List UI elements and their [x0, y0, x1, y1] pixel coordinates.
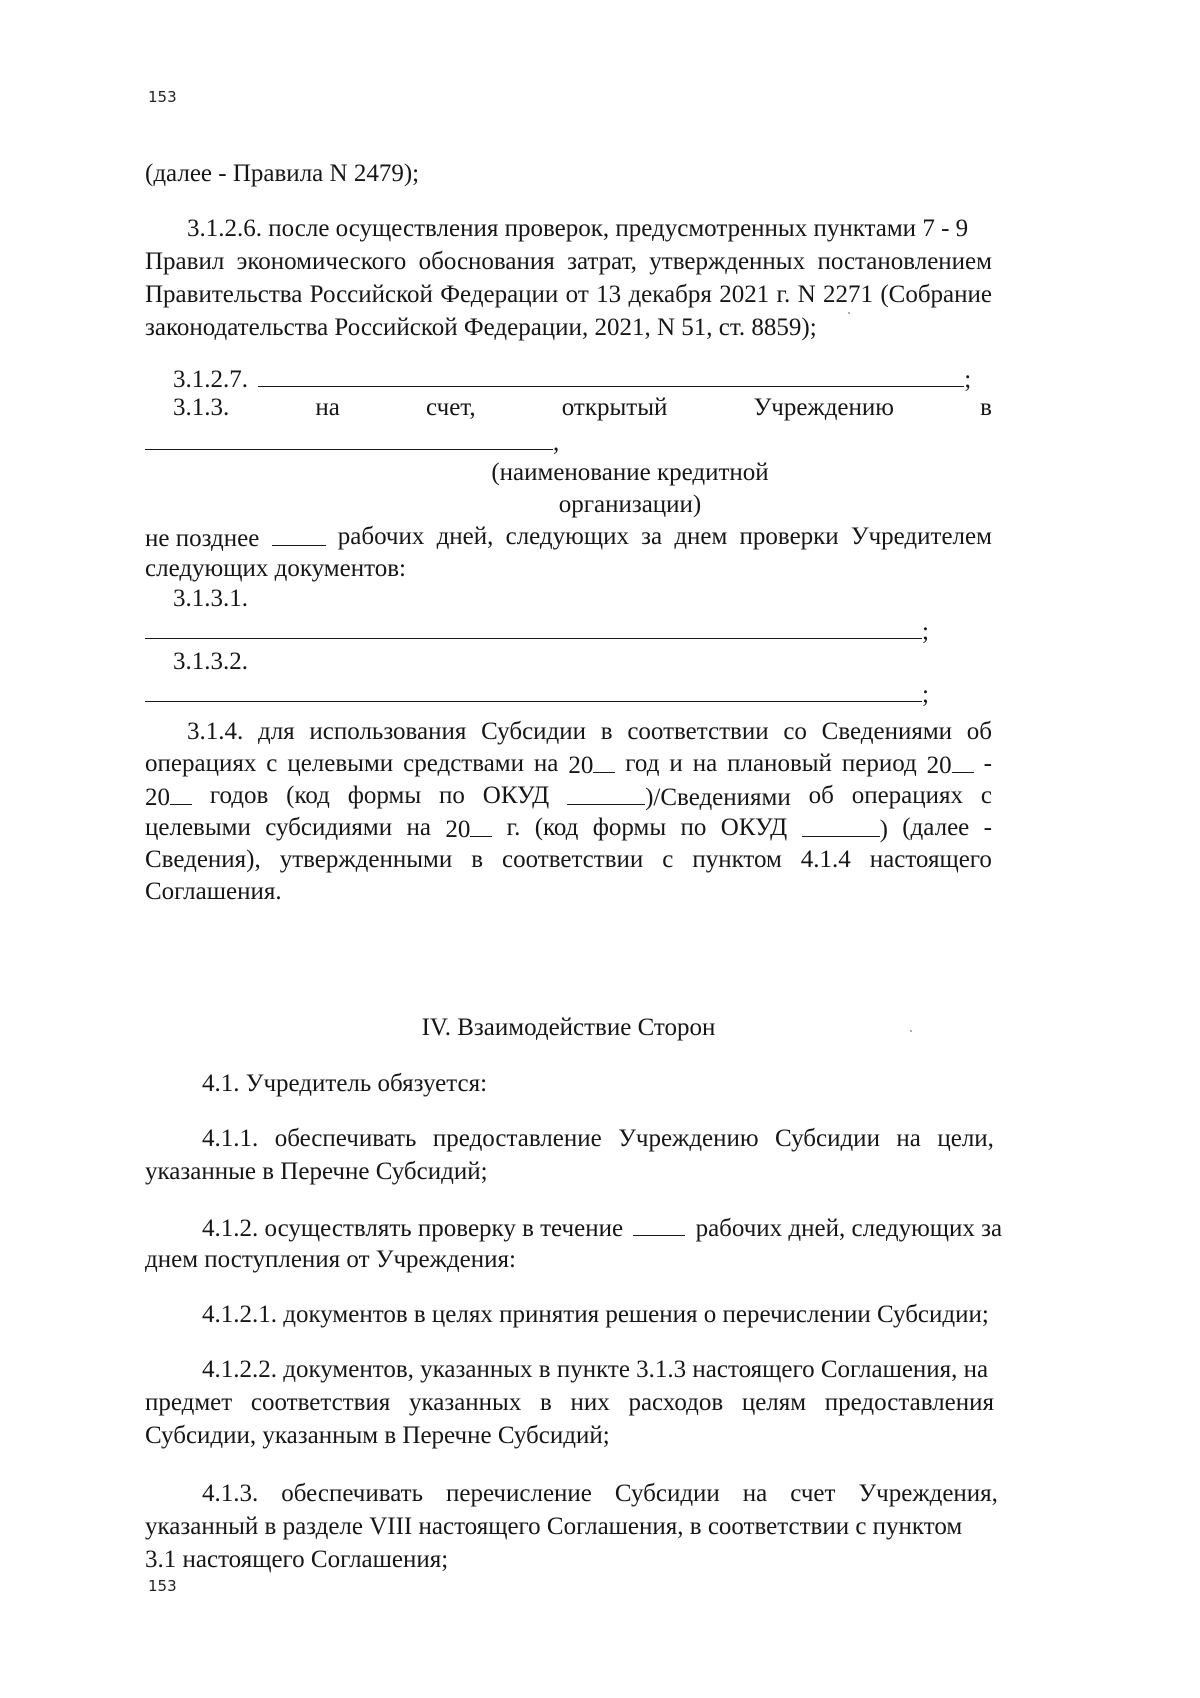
fill-in-blank [258, 362, 964, 387]
item-label: 3.1.2.7. [173, 366, 248, 393]
word: обеспечивать [281, 1480, 423, 1507]
word: следующих [505, 523, 629, 550]
scan-speck [910, 1030, 912, 1032]
word: обеспечивать [274, 1125, 417, 1152]
word: соответствия [250, 1389, 391, 1416]
word: утвержденными [279, 846, 453, 873]
caption-line-1: (наименование кредитной [491, 459, 769, 486]
word: 20 [445, 816, 471, 843]
paragraph-3-1-2-6-line-4: законодательства Российской Федерации, 2021, N 51, ст. 8859); [145, 314, 817, 341]
paragraph-3-1-2-7 [173, 362, 971, 396]
word: от [565, 281, 589, 308]
fill-in-blank [633, 1211, 685, 1236]
section-heading: IV. Взаимодействие Сторон [421, 1014, 716, 1041]
word: на [896, 1125, 921, 1152]
paragraph-4-1-2-2-line-2 [145, 1387, 994, 1419]
word: целевыми [145, 814, 251, 841]
word: утвержденных [649, 248, 806, 275]
word: годов [209, 782, 269, 809]
word: (Собрание [880, 281, 992, 308]
word: 2021 [719, 281, 770, 308]
caption-line-2: организации) [558, 491, 702, 518]
fill-in-blank [470, 812, 492, 837]
paragraph-4-1-3-line-2: указанный в разделе VIII настоящего Соглашения, в соответствии с пунктом [145, 1513, 963, 1540]
punctuation: ; [922, 681, 929, 708]
word: (далее [902, 814, 970, 841]
word: и [669, 750, 683, 777]
word: операциях [851, 782, 964, 809]
fill-in-blank [145, 614, 922, 639]
punctuation: ; [964, 366, 972, 393]
word: целевыми [287, 750, 394, 777]
paragraph-4-1-3-line-3: 3.1 настоящего Соглашения; [145, 1546, 449, 1573]
item-3-1-3-1-blank-line [145, 614, 929, 648]
word: ) [879, 816, 888, 843]
word: Правил [145, 248, 225, 275]
word: Сведениями [821, 718, 953, 745]
paragraph-3-1-4-line-2 [145, 748, 992, 782]
word: средствами [403, 750, 524, 777]
okud-code-with-blank [802, 812, 888, 846]
word: с [662, 846, 674, 873]
word: по [439, 782, 465, 809]
word: Субсидии [614, 1480, 720, 1507]
word: цели, [937, 1125, 994, 1152]
paragraph-3-1-4-line-4 [145, 812, 992, 846]
word: пунктом [692, 846, 782, 873]
year-with-blank [568, 748, 615, 782]
fill-in-blank [145, 677, 922, 702]
word: ОКУД [720, 814, 788, 841]
word: днем [674, 523, 728, 550]
word: расходов [628, 1389, 724, 1416]
word: с [266, 750, 278, 777]
word: затрат, [567, 248, 637, 275]
word: дней, [436, 523, 494, 550]
year-with-blank [145, 780, 192, 814]
word: перечисление [445, 1480, 592, 1507]
word: постановлением [817, 248, 992, 275]
word: )/Сведениями [645, 784, 791, 811]
word: 3.1.3. [173, 394, 230, 421]
paragraph-4-1-2-line-1 [202, 1211, 1002, 1245]
word: операциях [145, 750, 257, 777]
fill-in-blank [145, 425, 553, 450]
paragraph-4-1-2-line-2: днем поступления от Учреждения: [145, 1246, 516, 1273]
paragraph-4-1-2-2-line-1: 4.1.2.2. документов, указанных в пункте 3.1.3 настоящего Соглашения, на [202, 1356, 989, 1383]
word: на [742, 1480, 768, 1507]
word: об [808, 782, 834, 809]
word: Учредителем [850, 523, 992, 550]
page-number-top: 153 [148, 88, 177, 106]
paragraph-4-1: 4.1. Учредитель обязуется: [202, 1070, 488, 1097]
paragraph-3-1-4-line-6: Соглашения. [145, 878, 282, 905]
word: со [783, 718, 807, 745]
okud-code-with-blank [567, 780, 791, 814]
word: в [540, 1389, 552, 1416]
word: Федерации [440, 281, 559, 308]
word: ОКУД [482, 782, 550, 809]
word: предоставление [432, 1125, 602, 1152]
phrase: рабочих дней, следующих за [695, 1215, 1003, 1242]
word: 20 [145, 784, 170, 811]
word: 4.1.4 [800, 846, 851, 873]
word: субсидиями [265, 814, 393, 841]
paragraph-3-1-2-6-line-3 [145, 279, 992, 311]
word: не позднее [145, 525, 260, 552]
word: 20 [926, 752, 952, 779]
word: плановый [727, 750, 832, 777]
word: них [570, 1389, 610, 1416]
word: на [533, 750, 559, 777]
word: Субсидии [775, 1125, 880, 1152]
word: Учреждению [618, 1125, 759, 1152]
paragraph-3-1-3-line-3: следующих документов: [145, 555, 406, 582]
word: соответствии [502, 846, 644, 873]
word: (код [534, 814, 579, 841]
word: - [983, 814, 992, 841]
word: Учреждения, [858, 1480, 998, 1507]
word: соответствии [627, 718, 769, 745]
word: счет [790, 1480, 836, 1507]
paragraph-line: (далее - Правила N 2479); [145, 160, 420, 187]
phrase: 4.1.2. осуществлять проверку в течение [202, 1215, 624, 1242]
paragraph-3-1-2-6-line-2 [145, 246, 992, 278]
word: указанных [408, 1389, 522, 1416]
paragraph-3-1-4-line-3 [145, 780, 992, 814]
punctuation: , [553, 429, 560, 456]
word: формы [347, 782, 422, 809]
word: на [406, 814, 431, 841]
paragraph-4-1-2-2-line-3: Субсидии, указанным в Перечне Субсидий; [145, 1422, 610, 1449]
text-with-blank [145, 521, 326, 555]
paragraph-3-1-3-line-1 [173, 392, 992, 424]
word: N [797, 281, 816, 308]
word: по [680, 814, 707, 841]
paragraph-3-1-4-line-1 [187, 716, 992, 748]
year-with-blank [445, 812, 492, 846]
word: период [841, 750, 917, 777]
word: г. [506, 814, 521, 841]
word: за [641, 523, 663, 550]
item-3-1-3-2-blank-line [145, 677, 929, 711]
word: в [600, 718, 613, 745]
word: обоснования [418, 248, 555, 275]
word: 2271 [822, 281, 873, 308]
word: 13 [596, 281, 622, 308]
word: на [315, 394, 340, 421]
item-3-1-3-1-label: 3.1.3.1. [173, 585, 248, 612]
word: на [692, 750, 718, 777]
word: предмет [145, 1389, 233, 1416]
paragraph-3-1-2-6-line-1: 3.1.2.6. после осуществления проверок, предусмотренных пунктами 7 - 9 [187, 215, 969, 242]
word: для [257, 718, 295, 745]
word: 4.1.1. [202, 1125, 259, 1152]
page-number-bottom: 153 [148, 1577, 177, 1595]
word: год [625, 750, 660, 777]
word: Субсидии [481, 718, 587, 745]
word: Учреждению [753, 394, 894, 421]
word: формы [592, 814, 667, 841]
word: (код [286, 782, 330, 809]
word: 4.1.3. [202, 1480, 259, 1507]
punctuation: ; [922, 618, 929, 645]
word: открытый [561, 394, 668, 421]
word: экономического [236, 248, 407, 275]
word: декабря [628, 281, 712, 308]
year-with-blank [927, 748, 974, 782]
word: г. [776, 281, 791, 308]
word: проверки [739, 523, 839, 550]
paragraph-4-1-3-line-1 [202, 1478, 998, 1510]
word: рабочих [337, 523, 425, 550]
fill-in-blank [272, 521, 326, 546]
word: настоящего [869, 846, 992, 873]
word: целям [741, 1389, 807, 1416]
fill-in-blank [593, 748, 615, 773]
word: 3.1.4. [187, 718, 244, 745]
fill-in-blank [952, 748, 974, 773]
fill-in-blank [802, 812, 880, 837]
word: предоставления [824, 1389, 994, 1416]
word: в [980, 394, 992, 421]
scan-speck [848, 312, 850, 314]
word: об [966, 718, 992, 745]
word: - [983, 750, 992, 777]
bank-name-blank-line [145, 425, 559, 459]
paragraph-3-1-3-line-2 [145, 521, 992, 555]
item-3-1-3-2-label: 3.1.3.2. [173, 648, 248, 675]
paragraph-4-1-1-line-2: указанные в Перечне Субсидий; [145, 1158, 488, 1185]
word: Правительства [145, 281, 303, 308]
word: использования [309, 718, 467, 745]
word: Российской [309, 281, 433, 308]
word: 20 [568, 752, 594, 779]
word: в [471, 846, 484, 873]
paragraph-3-1-4-line-5 [145, 844, 992, 876]
fill-in-blank [170, 780, 192, 805]
word: с [980, 782, 992, 809]
paragraph-4-1-1-line-1 [202, 1123, 994, 1155]
fill-in-blank [567, 780, 645, 805]
word: счет, [426, 394, 476, 421]
word: Сведения), [145, 846, 261, 873]
paragraph-4-1-2-1: 4.1.2.1. документов в целях принятия решения о перечислении Субсидии; [202, 1301, 989, 1328]
